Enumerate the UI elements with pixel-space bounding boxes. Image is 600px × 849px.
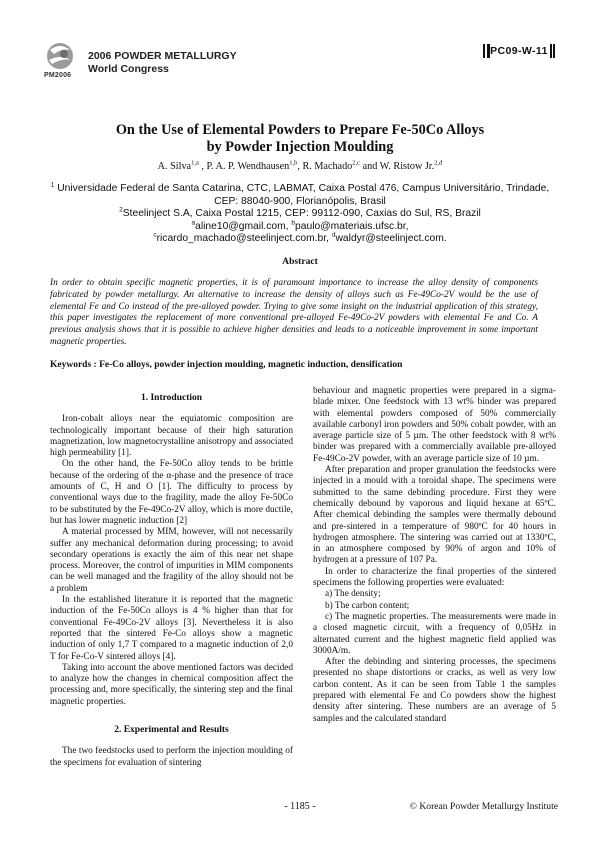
experimental-paragraph: The two feedstocks used to perform the injection moulding of the specimens for evaluation of sintering (50, 746, 293, 768)
affil-1-line2: CEP: 88040-900, Florianópolis, Brasil (214, 195, 386, 207)
title-line2: by Powder Injection Moulding (206, 139, 394, 155)
keywords: Keywords : Fe-Co alloys, powder injection moulding, magnetic induction, densification (50, 360, 403, 370)
author-name: A. Silva (157, 161, 192, 172)
abstract-text: In order to obtain specific magnetic properties, it is of paramount importance to increase the alloy density of components fabricated by powder metallurgy. An alternative to increase the density of alloys such as Fe-49Co-2V would be the use of elemental Fe and Co instead of the pre-alloyed powder. Trying to give some insight on the industrial application of this strategy, this paper investigates the replacement of more conventional pre-alloyed Fe-49Co-2V powders with elemental Fe and Co. A previous analysis shows that it is possible to achieve higher densities and leads to a noticeable improvement in some important magnetic properties. (50, 278, 538, 347)
list-item: b) The carbon content; (325, 600, 410, 611)
author-sup: 2,d (434, 159, 443, 167)
conference-line1: 2006 POWDER METALLURGY (88, 50, 237, 62)
title-line1: On the Use of Elemental Powders to Prepare Fe-50Co Alloys (115, 122, 485, 138)
list-item: a) The density; (325, 589, 381, 600)
emails-line1 (20, 221, 580, 234)
affil-2-line: Steelinject S.A, Caixa Postal 1215, CEP: 99112-090, Caxias do Sul, RS, Brazil (122, 208, 481, 219)
affil-1-line1: Universidade Federal de Santa Catarina, CTC, LABMAT, Caixa Postal 476, Campus Universitário, Trindade, (54, 183, 550, 194)
affil-sup: 1 (50, 181, 55, 189)
affiliation-2 (20, 208, 580, 221)
abstract-heading: Abstract (282, 256, 318, 267)
email-sup: c (153, 231, 157, 239)
author-separator: and (360, 161, 380, 172)
paper-code: PC09-W-11 (490, 45, 548, 57)
copyright: © Korean Powder Metallurgy Institute (409, 801, 558, 812)
author-sup: 1,a (191, 159, 199, 167)
paper-title (0, 122, 600, 156)
conference-line2: World Congress (88, 63, 169, 75)
affiliations (20, 183, 580, 246)
experimental-paragraph: In order to characterize the final properties of the sintered specimens the following properties were evaluated: (313, 566, 556, 589)
email-a: aline10@gmail.com, (195, 220, 292, 232)
section-heading-experimental: 2. Experimental and Results (114, 725, 229, 736)
intro-paragraph: On the other hand, the Fe-50Co alloy tends to be brittle because of the ordering of the α-phase and the presence of trace amounts of C, H and O [1]. The difficulty to process by conventional ways due to the fragility, made the alloy Fe-50Co to be substituted by the Fe-49Co-2V alloy, which is more ductile, but has lower magnetic induction [2] (50, 459, 293, 526)
affil-sup: 2 (119, 206, 123, 214)
author-sup: 1,b (289, 159, 298, 167)
conference-logo (40, 40, 80, 86)
email-sup: b (291, 219, 296, 227)
logo-text: PM2006 (44, 72, 72, 79)
author-list (0, 161, 600, 172)
pm2006-logo-icon (40, 40, 80, 74)
email-sup: a (191, 219, 196, 227)
experimental-paragraph: After preparation and proper granulation the feedstocks were injected in a mould with a toroidal shape. The specimens were submitted to the same debinding procedure. First they were chemically debound by vaporous and liquid hexane at 65ºC. After chemical debinding the samples were thermally debound and pre-sintered in a temperature of 980ºC for 40 hours in hydrogen atmosphere. The sintering was carried out at 1330ºC, in an atmosphere composed by 90% of argon and 10% of hydrogen at a pressure of 107 Pa. (313, 465, 556, 566)
author-sup: 2,c (352, 159, 361, 167)
author-name: W. Ristow Jr. (379, 161, 435, 172)
emails-line2 (20, 233, 580, 246)
author-separator: , (297, 161, 303, 172)
affiliation-1 (20, 183, 580, 196)
right-column (313, 386, 556, 725)
intro-paragraph: A material processed by MIM, however, will not necessarily suffer any mechanical deformation during processing; to avoid secondary operations is exactly the aim of this near net shape process. Moreover, the control of impurities in MIM components can be well managed and the fragility of the alloy should not be a problem (50, 527, 293, 594)
experimental-paragraph: After the debinding and sintering processes, the specimens presented no shape distortions or cracks, as well as very low carbon content. As it can be seen from Table 1 the samples prepared with elemental Fe and Co powders show the highest density after sintering. These numbers are an average of 5 samples and the calculated standard (313, 657, 556, 724)
intro-paragraph: In the established literature it is reported that the magnetic induction of the Fe-50Co alloys is 4 % higher than that for conventional Fe-49Co-2V alloys [3]. Nevertheless it is also reported that the sintered Fe-Co alloys show a magnetic induction of only 1,7 T compared to a magnetic induction of 2,0 T for Fe-Co-V sintered alloys [4]. (50, 595, 293, 662)
intro-paragraph: Iron-cobalt alloys near the equiatomic composition are technologically important because of their high saturation magnetization, low magnetocrystalline anisotropy and associated high permeability [1]. (50, 414, 293, 459)
author-name: P. A. P. Wendhausen (206, 161, 290, 172)
author-name: R. Machado (302, 161, 353, 172)
email-sup: d (331, 231, 336, 239)
page-number: - 1185 - (284, 801, 316, 812)
email-b: paulo@materiais.ufsc.br, (295, 220, 409, 232)
intro-paragraph: Taking into account the above mentioned factors was decided to analyze how the changes in chemical composition affect the processing and, more specifically, the sintering step and the final magnetic properties. (50, 662, 293, 707)
conference-title (88, 50, 237, 76)
left-column (50, 386, 293, 769)
email-c: ricardo_machado@steelinject.com.br, (156, 233, 332, 244)
experimental-paragraph: behaviour and magnetic properties were prepared in a sigma-blade mixer. One feedstock with 13 wt% binder was prepared with elemental powders composed of 50% commercially available carbonyl iron powders and 50% cobalt powder, with an average particle size of 5 µm. The other feedstock with 8 wt% binder was prepared with a commercially available pre-alloyed Fe-49Co-2V powder, with an average particle size of 10 µm. (313, 386, 556, 464)
paper-code-badge (483, 43, 555, 59)
email-d: waldyr@steelinject.com. (335, 233, 447, 244)
list-item: c) The magnetic properties. The measurements were made in a closed magnetic circuit, with a frequency of 0,05Hz in alternated current and the highest magnetic field applied was 3000A/m. (313, 611, 556, 656)
section-heading-introduction: 1. Introduction (140, 393, 203, 403)
author-separator: , (198, 161, 207, 172)
